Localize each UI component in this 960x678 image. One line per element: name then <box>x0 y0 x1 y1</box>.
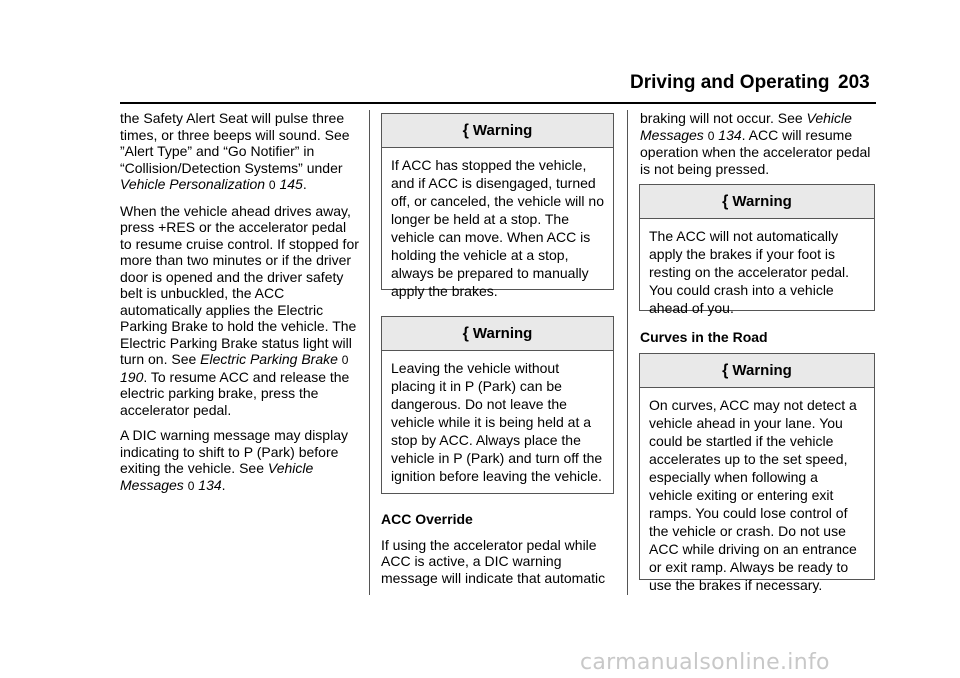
page-ref-arrow-icon: 0 <box>707 128 715 143</box>
warning-icon: { <box>462 121 469 139</box>
watermark: carmanualsonline.info <box>580 650 830 675</box>
column-3-text <box>640 110 876 186</box>
paragraph-text: braking will not occur. See <box>640 110 803 126</box>
page-ref-number[interactable]: 134 <box>718 126 742 143</box>
warning-header <box>382 317 613 351</box>
column-divider-2 <box>627 110 628 595</box>
warning-header <box>382 114 613 148</box>
warning-box-4 <box>639 353 875 593</box>
header-rule <box>120 102 876 104</box>
paragraph-text: the Safety Alert Seat will pulse three times, or three beeps will sound. See ”Alert Type” and “Go Notifier” in “Collision/Detection Systems” under <box>120 110 350 176</box>
warning-header <box>640 185 874 219</box>
paragraph-text: A DIC warning message may display indicating to shift to P (Park) before exiting the vehicle. See <box>120 427 348 476</box>
section-title: Driving and Operating <box>630 72 830 93</box>
warning-box-3 <box>639 184 875 316</box>
subheading-curves: Curves in the Road <box>640 329 768 345</box>
warning-body: On curves, ACC may not detect a vehicle ahead in your lane. You could be startled if the vehicle accelerates up to the set speed, especially when following a vehicle exiting or entering exit ramps. You could lose control of the vehicle or crash. Do not use ACC while driving on an entrance or exit ramp. Always be ready to use the brakes if necessary. <box>649 397 857 593</box>
cross-reference-link[interactable]: Electric Parking Brake <box>200 351 338 367</box>
warning-icon: { <box>722 192 729 210</box>
page-header <box>620 68 880 98</box>
column-divider-1 <box>369 110 370 595</box>
page-ref-arrow-icon: 0 <box>341 353 349 367</box>
warning-header <box>640 354 874 388</box>
paragraph-1: braking will not occur. See Vehicle Messages 0 134. ACC will resume operation when the accelerator pedal is not being pressed. <box>640 110 871 177</box>
warning-box-1 <box>381 113 614 299</box>
paragraph-acc-override: If using the accelerator pedal while ACC is active, a DIC warning message will indicate that automatic <box>381 536 606 586</box>
paragraph-text: When the vehicle ahead drives away, press +RES or the accelerator pedal to resume cruise control. If stopped for more than two minutes or if the driver door is opened and the driver safety belt is unbuckled, the ACC automatically applies the Electric Parking Brake to hold the vehicle. The Electric Parking Brake status light will turn on. See <box>120 202 359 367</box>
warning-icon: { <box>722 361 729 379</box>
subheading-acc-override: ACC Override <box>381 511 473 527</box>
warning-box-2 <box>381 316 614 494</box>
paragraph-3: A DIC warning message may display indicating to shift to P (Park) before exiting the vehicle. See Vehicle Messages 0 134. <box>120 427 348 493</box>
column-2-text <box>381 511 617 595</box>
page-ref-arrow-icon: 0 <box>268 178 276 192</box>
cross-reference-link[interactable]: Vehicle Personalization <box>120 176 266 192</box>
cross-reference-link[interactable]: Vehicle Messages <box>120 460 314 493</box>
warning-title: Warning <box>732 362 792 379</box>
warning-title: Warning <box>472 122 533 139</box>
paragraph-2: When the vehicle ahead drives away, press +RES or the accelerator pedal to resume cruise control. If stopped for more than two minutes or if the driver door is opened and the driver safety belt is unbuckled, the ACC automatically applies the Electric Parking Brake to hold the vehicle. The Electric Parking Brake status light will turn on. See Electric Parking Brake 0 190. To resume ACC and release the electric parking brake, press the accelerator pedal. <box>120 202 359 418</box>
warning-title: Warning <box>472 325 533 342</box>
page-number: 203 <box>838 72 870 93</box>
page-ref-number[interactable]: 190 <box>120 368 144 385</box>
warning-body: Leaving the vehicle without placing it in P (Park) can be dangerous. Do not leave the vehicle while it is being held at a stop by ACC. Always place the vehicle in P (Park) and turn off the ignition before leaving the vehicle. <box>391 360 603 484</box>
column-3-subheading <box>640 329 876 355</box>
warning-title: Warning <box>732 193 792 210</box>
page-ref-number[interactable]: 134 <box>198 476 222 493</box>
page-ref-number[interactable]: 145 <box>279 176 303 192</box>
warning-body: The ACC will not automatically apply the brakes if your foot is resting on the accelerator pedal. You could crash into a vehicle ahead of you. <box>649 228 850 316</box>
warning-icon: { <box>462 324 469 342</box>
paragraph-1: the Safety Alert Seat will pulse three times, or three beeps will sound. See ”Alert Type” and “Go Notifier” in “Collision/Detection Systems” under Vehicle Personalization 0 145. <box>120 110 350 192</box>
column-1 <box>120 110 360 503</box>
page-ref-arrow-icon: 0 <box>187 478 195 493</box>
cross-reference-link[interactable]: Vehicle Messages <box>640 110 852 143</box>
warning-body: If ACC has stopped the vehicle, and if ACC is disengaged, turned off, or canceled, the vehicle will no longer be held at a stop. The vehicle can move. When ACC is holding the vehicle at a stop, always be prepared to manually apply the brakes. <box>391 157 604 299</box>
